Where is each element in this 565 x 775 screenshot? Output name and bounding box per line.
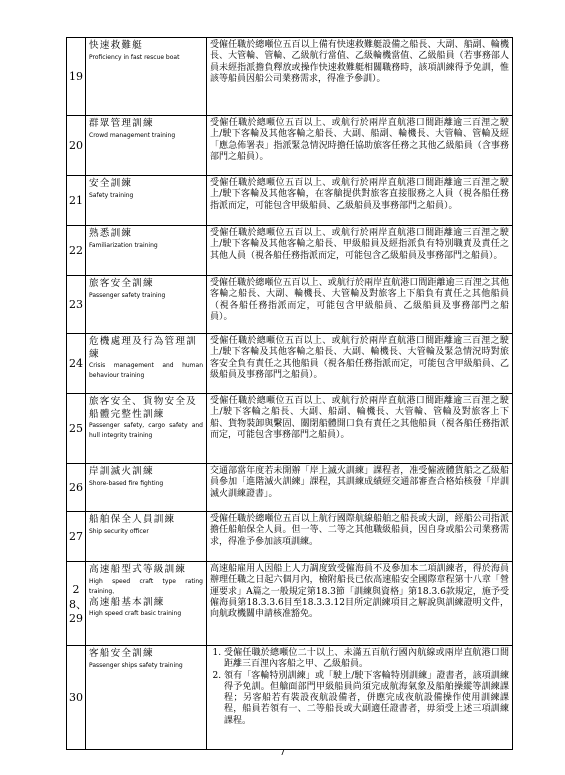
row-number: 25 [67, 394, 86, 464]
training-name-zh: 客船安全訓練 [89, 648, 154, 659]
training-name-zh: 旅客安全訓練 [89, 278, 154, 289]
training-name-cell [86, 176, 207, 226]
training-requirement: 受僱任職於總噸位五百以上、或航行於兩岸直航港口間距離逾三百浬之駛上/駛下客輪之船長、大副、船副、輪機長、大管輪、管輪及對旅客上下船、貨物裝卸與繫固、關閉船體開口負有責任之其他船員（視各船任務指派而定，可能包含事務部門之船員）。 [207, 394, 513, 464]
training-name-en: Crisis management and human behaviour training [89, 362, 203, 379]
training-name-en: High speed craft type rating training、 [89, 577, 203, 595]
training-name-en: Proficiency in fast rescue boat [89, 53, 180, 61]
table-row [67, 276, 513, 334]
row-number: 27 [67, 512, 86, 562]
training-name-cell [86, 226, 207, 276]
training-name-zh: 高速船型式等級訓練 [89, 564, 187, 575]
training-name-en: Ship security officer [89, 527, 149, 535]
training-name-cell [86, 562, 207, 646]
training-name-en: Safety training [89, 191, 134, 199]
training-name-zh: 船舶保全人員訓練 [89, 514, 176, 525]
row-number: 20 [67, 116, 86, 176]
training-requirement: 受僱任職於總噸位五百以上、或航行於兩岸直航港口間距離逾三百浬之駛上/駛下客輪及其他客輪之船長、大副、輪機長、大管輪及緊急情況時對旅客安全負有責任之其他船員（視各船任務指派而定，可能包含甲級船員、乙級船員及事務部門之船員）。 [207, 334, 513, 394]
training-name-en: Passenger safety, cargo safety and hull integrity training [89, 422, 203, 439]
training-requirement: 受僱任職於總噸位五百以上備有快速救難艇設備之船長、大副、船副、輪機長、大管輪、管輪、乙級航行當值、乙級輪機當值、乙級船員（若事務部人員未經指派擔負釋放或操作快速救難艇相關職務時，該項訓練得予免訓，惟該等船員因船公司業務需求，得准予參訓）。 [207, 38, 513, 116]
training-name-cell [86, 334, 207, 394]
training-name-cell [86, 116, 207, 176]
training-name-en: Passenger ships safety training [89, 661, 183, 669]
training-name-en: Crowd management training [89, 131, 176, 139]
list-item: 1. 受僱任職於總噸位二十以上、未滿五百航行國內航線或兩岸直航港口間距離三百浬內客船之甲、乙級船員。 [224, 648, 509, 671]
training-name-en: High speed craft basic training [89, 610, 182, 617]
training-name-cell [86, 394, 207, 464]
training-name-cell [86, 38, 207, 116]
training-requirement: 交通部當年度若未開辦「岸上滅火訓練」課程者，准受僱液體貨船之乙級船員參加「進階滅火訓練」課程，其訓練成績經交通部審查合格始核發「岸訓滅火訓練證書」。 [207, 464, 513, 512]
requirement-list [210, 648, 509, 727]
table-row [67, 334, 513, 394]
row-number: 22 [67, 226, 86, 276]
training-name-en: Familiarization training [89, 241, 158, 249]
row-number: 28、29 [67, 562, 86, 646]
row-number: 24 [67, 334, 86, 394]
table-row [67, 226, 513, 276]
training-name-zh: 危機處理及行為管理訓練 [89, 336, 197, 360]
training-requirement: 受僱任職於總噸位五百以上、或航行於兩岸直航港口間距離逾三百浬之駛上/駛下客輪及其他客輪，在客艙提供對旅客直接服務之人員（視各船任務指派而定，可能包含甲級船員、乙級船員及事務部門之船員）。 [207, 176, 513, 226]
row-number: 26 [67, 464, 86, 512]
table-row [67, 38, 513, 116]
table-row [67, 512, 513, 562]
training-name-en: Passenger safety training [89, 291, 166, 299]
training-name-zh: 安全訓練 [89, 178, 133, 189]
training-name-cell [86, 276, 207, 334]
training-name-zh: 快速救難艇 [89, 40, 143, 51]
training-requirement: 受僱任職於總噸位五百以上、或航行於兩岸直航港口間距離逾三百浬之駛上/駛下客輪及其他客輪之船長、甲級船員及經指派負有特別職責及責任之其他人員（視各船任務指派而定，可能包含乙級船員及事務部門之船員）。 [207, 226, 513, 276]
training-name-zh: 高速船基本訓練 [89, 596, 165, 608]
training-name-zh: 群眾管理訓練 [89, 118, 154, 129]
training-name-zh: 旅客安全、貨物安全及船體完整性訓練 [89, 396, 197, 420]
training-requirement: 高速船雇用人因船上人力調度致受僱海員不及參加本二項訓練者，得於海員辦理任職之日起六個月內，檢附船長已依高速船安全國際章程第十八章「營運要求」A篇之一般規定第18.3節「訓練與資格」第18.3.6款規定，施予受僱海員第18.3.3.6目至18.3.3.12目所定訓練項目之解說與訓練證明文件，向航政機關申請核准豁免。 [207, 562, 513, 646]
row-number: 19 [67, 38, 86, 116]
table-row [67, 646, 513, 750]
training-requirement: 受僱任職於總噸位五百以上、或航行於兩岸直航港口間距離逾三百浬之駛上/駛下客輪及其他客輪之船長、大副、船副、輪機長、大管輪、管輪及經「應急佈署表」指派緊急情況時擔任協助旅客任務之其他乙級船員（含事務部門之船員）。 [207, 116, 513, 176]
training-name-zh: 岸訓滅火訓練 [89, 466, 154, 477]
training-name-cell [86, 646, 207, 750]
training-requirement: 受僱任職於總噸位五百以上、或航行於兩岸直航港口間距離逾三百浬之其他客輪之船長、大副、輪機長、大管輪及對旅客上下船負有責任之其他船員（視各船任務指派而定，可能包含甲級船員、乙級船員及事務部門之船員）。 [207, 276, 513, 334]
row-number: 23 [67, 276, 86, 334]
table-row [67, 464, 513, 512]
training-name-cell [86, 512, 207, 562]
table-row [67, 116, 513, 176]
training-requirement [207, 646, 513, 750]
training-name-cell [86, 464, 207, 512]
page-number: 7 [279, 748, 286, 757]
training-requirements-table [66, 37, 513, 750]
table-row [67, 394, 513, 464]
list-item: 2. 領有「客輪特別訓練」或「駛上/駛下客輪特別訓練」證書者，該項訓練得予免訓。但艙面部門甲級船員尚須完成航海氣象及船舶操縱等訓練課程；另客船若有裝設夜航設備者，併應完成夜航設備操作使用訓練課程，船員若領有一、二等船長或大副適任證書者，毋須受上述三項訓練課程。 [224, 671, 509, 727]
row-number: 30 [67, 646, 86, 750]
table-row [67, 176, 513, 226]
training-requirement: 受僱任職於總噸位五百以上航行國際航線船舶之船長或大副，經船公司指派擔任船舶保全人員。但一等、二等之其他職級船員，因自身或船公司業務需求，得准予參加該項訓練。 [207, 512, 513, 562]
training-name-zh: 熟悉訓練 [89, 228, 133, 239]
training-name-en: Shore-based fire fighting [89, 479, 164, 487]
table-row [67, 562, 513, 646]
row-number: 21 [67, 176, 86, 226]
